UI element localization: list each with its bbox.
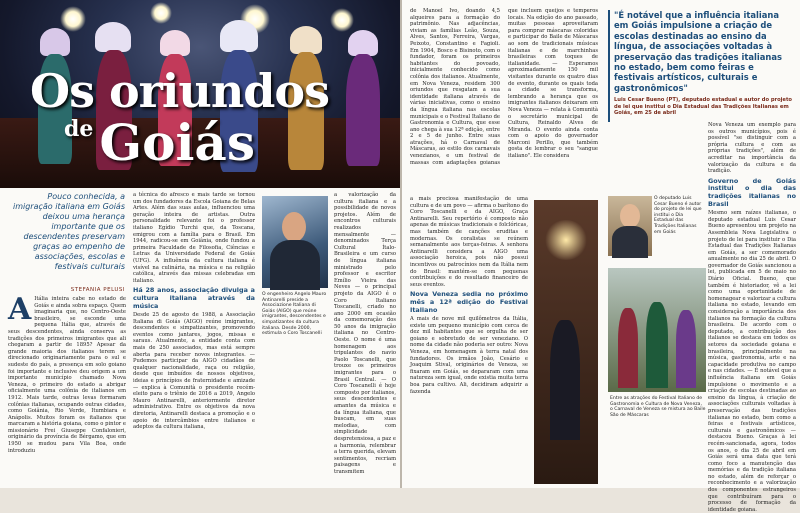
title-line-1: Os oriundos [30,64,330,118]
column-6 [708,122,796,513]
column-5 [410,8,598,194]
column-3 [334,192,396,484]
column-5-text: de Manoel Ivo, doando 4,5 alqueires para a formação do patrimônio. Nas adjacências, viviam as famílias Leão, Souza, Alves, Santos, Ferreira, Vargas, Peixoto, Constantino e Fagioli. Em 1904, Bosco e Bisinoto, com o fundador, foram os primeiros habitantes do povoado, inicialmente conhecido como colônia dos italianos. Atualmente, em Nova Veneza, residem 300 oriundos que resgatam a sua identidade italiana através de várias iniciativas, como o ensino da língua italiana nas escolas municipais e o Festival Italiano de Gastronomia e Cultura, que esse ano chega à sua 12ª edição, entre 2 e 5 de junho. Entre suas atrações, há o Carnaval de Máscaras, ao estilo dos carnavais venezianos, e um festival de massas com adaptações goianas que incluem queijos e temperos locais. Na edição do ano passado, muitas pessoas aproveitaram para comprar máscaras coloridas e participar do Baile de Máscaras ao som de tradicionais músicas italianas e de marchinhas brasileiras com toques de italianidade. — Esperamos aproximadamente 150 mil visitantes durante os quatro dias de evento, durante os quais toda a cidade se transforma, lembrando a herança que os imigrantes italianos deixaram em Nova Veneza — relata à Comunità o secretário municipal de Cultura, Reinaldo Alves de Miranda. O evento ainda conta com o apoio do governador Marconi Perillo, que também gosta de lembrar o seu "sangue italiano". Ele considera [410,8,598,166]
bueno-caption: O deputado Luis Cesar Bueno é autor do projeto de lei que institui o Dia Estadual das Tradições Italianas em Goiás [654,196,702,235]
column-2-text: a técnica do afresco e mais tarde se tornou um dos fundadores da Escola Goiana de Belas Artes. Além das suas aulas, influenciou uma geração inteira de artistas. Outra personalidade relevante foi o professor italiano Egídio Turchi que, da Toscana, emigrou com a família para o Brasil. Em 1944, radicou-se em Goiânia, onde fundou a primeira Faculdade de Filosofia, Ciências e Letras da Universidade Federal de Goiás (UFG). A influência da cultura italiana é visível na culinária, na música e na religião católica, através das missas celebradas em italiano. [133,192,255,284]
stage-light [60,6,86,32]
right-page [402,0,800,513]
dancer-headdress [95,22,131,52]
column-2-text-2: Desde 25 de agosto de 1988, a Associação Italiana di Goiás (AIGO) reúne imigrantes, descendentes e simpatizantes, promovendo eventos como jantares, jogos, missas e saraus. Atualmente, a entidade conta com mais de 250 associados, mas está sempre aberta para receber novos integrantes. — Pudemos participar da AIGO cidadãos de qualquer nacionalidade, raça ou religião, desde que imbuídos de nossos objetivos, ideias e princípios de fraternidade e amizade — explica à Comunità o presidente recém-eleito para o triênio de 2016 a 2019, Angelo Mauro Antinarelli, anteriormente diretor administrativo. Entre os objetivos da nova diretoria, Antinarelli destaca a promoção e o apoio de intercâmbios entre italianos e adeptos da cultura italiana, [133,312,255,431]
pull-quote-text: "É notável que a influência italiana em Goiás impulsione a criação de escolas destinadas ao ensino da língua, de associações voltadas à preservação das tradições italianas no estado, bem como feiras e festivais artísticos, culturais e gastronômicos" [614,10,783,93]
section-heading: Nova Veneza sedia no próximo mês a 12ª edição do Festival Italiano [410,290,528,314]
bueno-face [620,204,640,228]
column-4-text: a mais preciosa manifestação de uma cultura e de um povo — afirma o barítono do Coro Toscanelli e da AIGO, Graça Antinarelli. Seu repertório é composto não apenas de músicas tradicionais e folclóricas, mas também de canções eruditas e modernas. Os coralistas se reúnem semanalmente aos terças-feiras. A senhora Antinarelli considera a AIGO uma associação heroica, pois não possui incentivos ou patrocínios nem da Itália nem do Brasil: mantém-se com pequenas contribuições e do resultado financeiro de seus eventos. [410,196,528,288]
column-3-text: a valorização da cultura italiana e a possibilidade de novos projetos. Além de encontros culturais realizados mensalmente — denominados Terça Cultural Ítalo-Brasileira e um curso de língua italiana ministrado pelo professor e escritor Emílio Vieira das Neves — o principal projeto da AIGO é o Coro Italiano Toscanelli, criado no ano 2000 em ocasião da comemoração dos 50 anos da imigração italiana no Centro-Oeste. O nome é uma homenagem aos tripulantes do navio Paolo Toscanelli, que trouxe os primeiros imigrantes para o Brasil Central. — O Coro Toscanelli é hoje composto por italianos, seus descendentes e amantes da música e da língua italiana, que buscam, em suas melodias, com simplicidade despretensiosa, a paz e a harmonia, relembrar a terra querida, elevam sentimentos, recriam paisagens e transmitem [334,192,396,475]
column-1-text: Itália inteira cabe no estado de Goiás e ainda sobra espaço. Quem imaginaria que, no Centro-Oeste brasileiro, se esconde uma pequena Itália que, através de seus descendentes, ainda conserva as tradições dos primeiros imigrantes que ali chegaram a partir de 1895? Apesar da grande maioria dos italianos terem se direcionado originariamente para o sul e sudeste do país, a presença em solo goiano foi importante e inclusive deu origem a um importante município chamado Nova Veneza, o primeiro do estado a abrigar oficialmente uma colônia de italianos em 1912. Mais tarde, outras levas formaram colônias italianas, ocupando outras cidades, como Goiânia, Rio Verde, Itumbiara e Anápolis. Muitos foram os italianos que marcaram a história goiana, como o pintor e missionário Frei Giuseppe Confalonieri, originário da província de Bérgamo, que em 1950 se mudou para Vila Boa, onde introduziu [8,296,126,454]
left-page [0,0,400,488]
stage-light [330,8,354,32]
portrait-caption: O engenheiro Angelo Mauro Antinarelli preside a Associazione Italiana di Goiás (AIGO) que reúne imigrantes, descendentes e simpatizantes da cultura italiana. Desde 2000, estimula o Coro Toscanelli [262,292,327,337]
column-1 [8,292,126,484]
pull-quote [614,10,796,116]
portrait-photo [262,196,328,288]
costume-photo [608,268,706,392]
costume-figure [646,302,668,388]
section-heading: Governo de Goiás institui o dia das tradições italianas no Brasil [708,176,796,208]
article-title [30,64,330,172]
pull-quote-author: Luis Cesar Bueno (PT), deputado estadual e autor do projeto de lei que institui o Dia Estadual das Tradições Italianas em Goiás, em 25 de abril [614,97,792,117]
dancer-headdress [290,26,322,54]
festival-singer [550,320,580,440]
bueno-photo [608,196,652,256]
column-6-text: Nova Veneza um exemplo para os outros municípios, pois é possível "se distinguir com a própria cultura e com as próprias tradições", além de acreditar na importância da valorização da cultura e da tradição. [708,122,796,175]
bueno-suit [612,226,648,258]
byline: STEFANIA PELUSI [70,287,125,293]
portrait-face [282,212,306,242]
costume-figure [676,310,696,388]
section-heading: Há 28 anos, associação divulga a cultura italiana através da música [133,286,255,310]
drop-cap: A [8,292,32,327]
column-2 [133,192,255,484]
column-4 [410,196,528,484]
festival-caption: Entre as atrações do Festival Italiano de Gastronomia e Cultura de Nova Veneza, o Carnaval de Veneza se mistura ao Baile São de Máscaras [610,396,706,418]
festival-stage-light [544,220,588,260]
title-goias: Goiás [99,113,255,172]
costume-figure [618,308,638,388]
stage-light [150,2,172,24]
festival-photo [534,200,598,484]
column-4-text-2: A mais de nove mil quilômetros da Itália, existe um pequeno município com cerca de dez mil habitantes que se orgulha de ser goiano e sobretudo de ser veneziano. O nome da cidade não poderia ser outro: Nova Veneza, em homenagem à terra natal dos fundadores. Os irmãos João, Cesário e Joaquim Stival, originários de Veneza, se fixaram em Goiás, se depararam com uma natureza sem igual, onde existia muita terra boa para cultivo. Ali, decidiram adquirir a fazenda [410,316,528,395]
article-lead: Pouco conhecida, a imigração italiana em Goiás deixou uma herança importante que os descendentes preservam graças ao empenho de associações, escolas e festivais culturais [12,192,125,271]
title-line-2 [64,113,329,172]
dancer-headdress [348,30,378,56]
dancer-headdress [220,20,258,52]
column-6-text-2: Mesmo sem raízes italianas, o deputado estadual Luis Cesar Bueno apresentou um projeto na Assembleia Nova Legislativa o projeto de lei para instituir o Dia Estadual das Tradições Italianas em Goiás, a ser comemorado anualmente no dia 25 de abril. O governador de Goiás sancionou a lei, publicada em 5 de maio no Diário Oficial. Bueno, que também é historiador, vê a lei como uma oportunidade de homenagear e valorizar a cultura italiana no estado, levando em consideração a importância dos italianos na formação da cultura brasileira. De acordo com o deputado, a contribuição dos italianos se destaca em todos os setores da sociedade goiana e brasileira, principalmente na música, gastronomia, arte e na capacidade produtiva no campo e nas cidades. — É notável que a influência italiana em Goiás impulsione o movimento e a criação de escolas destinadas ao ensino da língua, à criação de associações culturais voltadas à preservação das tradições italianas no estado, bem como a feiras e festivais artísticos, culturais e gastronômicos — destacou Bueno. Graças à lei recém-sancionada, agora, todos os anos, o dia 25 de abril em Goiás será uma data que terá como foco a manutenção das memórias e da tradição italiana no estado, além de reforçar o reconhecimento e a valorização dos componentes estrangeiros que contribuíram para o processo de formação da identidade goiana. [708,210,796,513]
dancer-headdress [160,30,190,56]
quote-bar [608,10,610,122]
hero-photo [0,0,400,188]
dancer-figure [346,54,380,166]
title-de: de [64,116,94,142]
dancer-headdress [40,28,70,56]
portrait-suit [270,240,320,290]
